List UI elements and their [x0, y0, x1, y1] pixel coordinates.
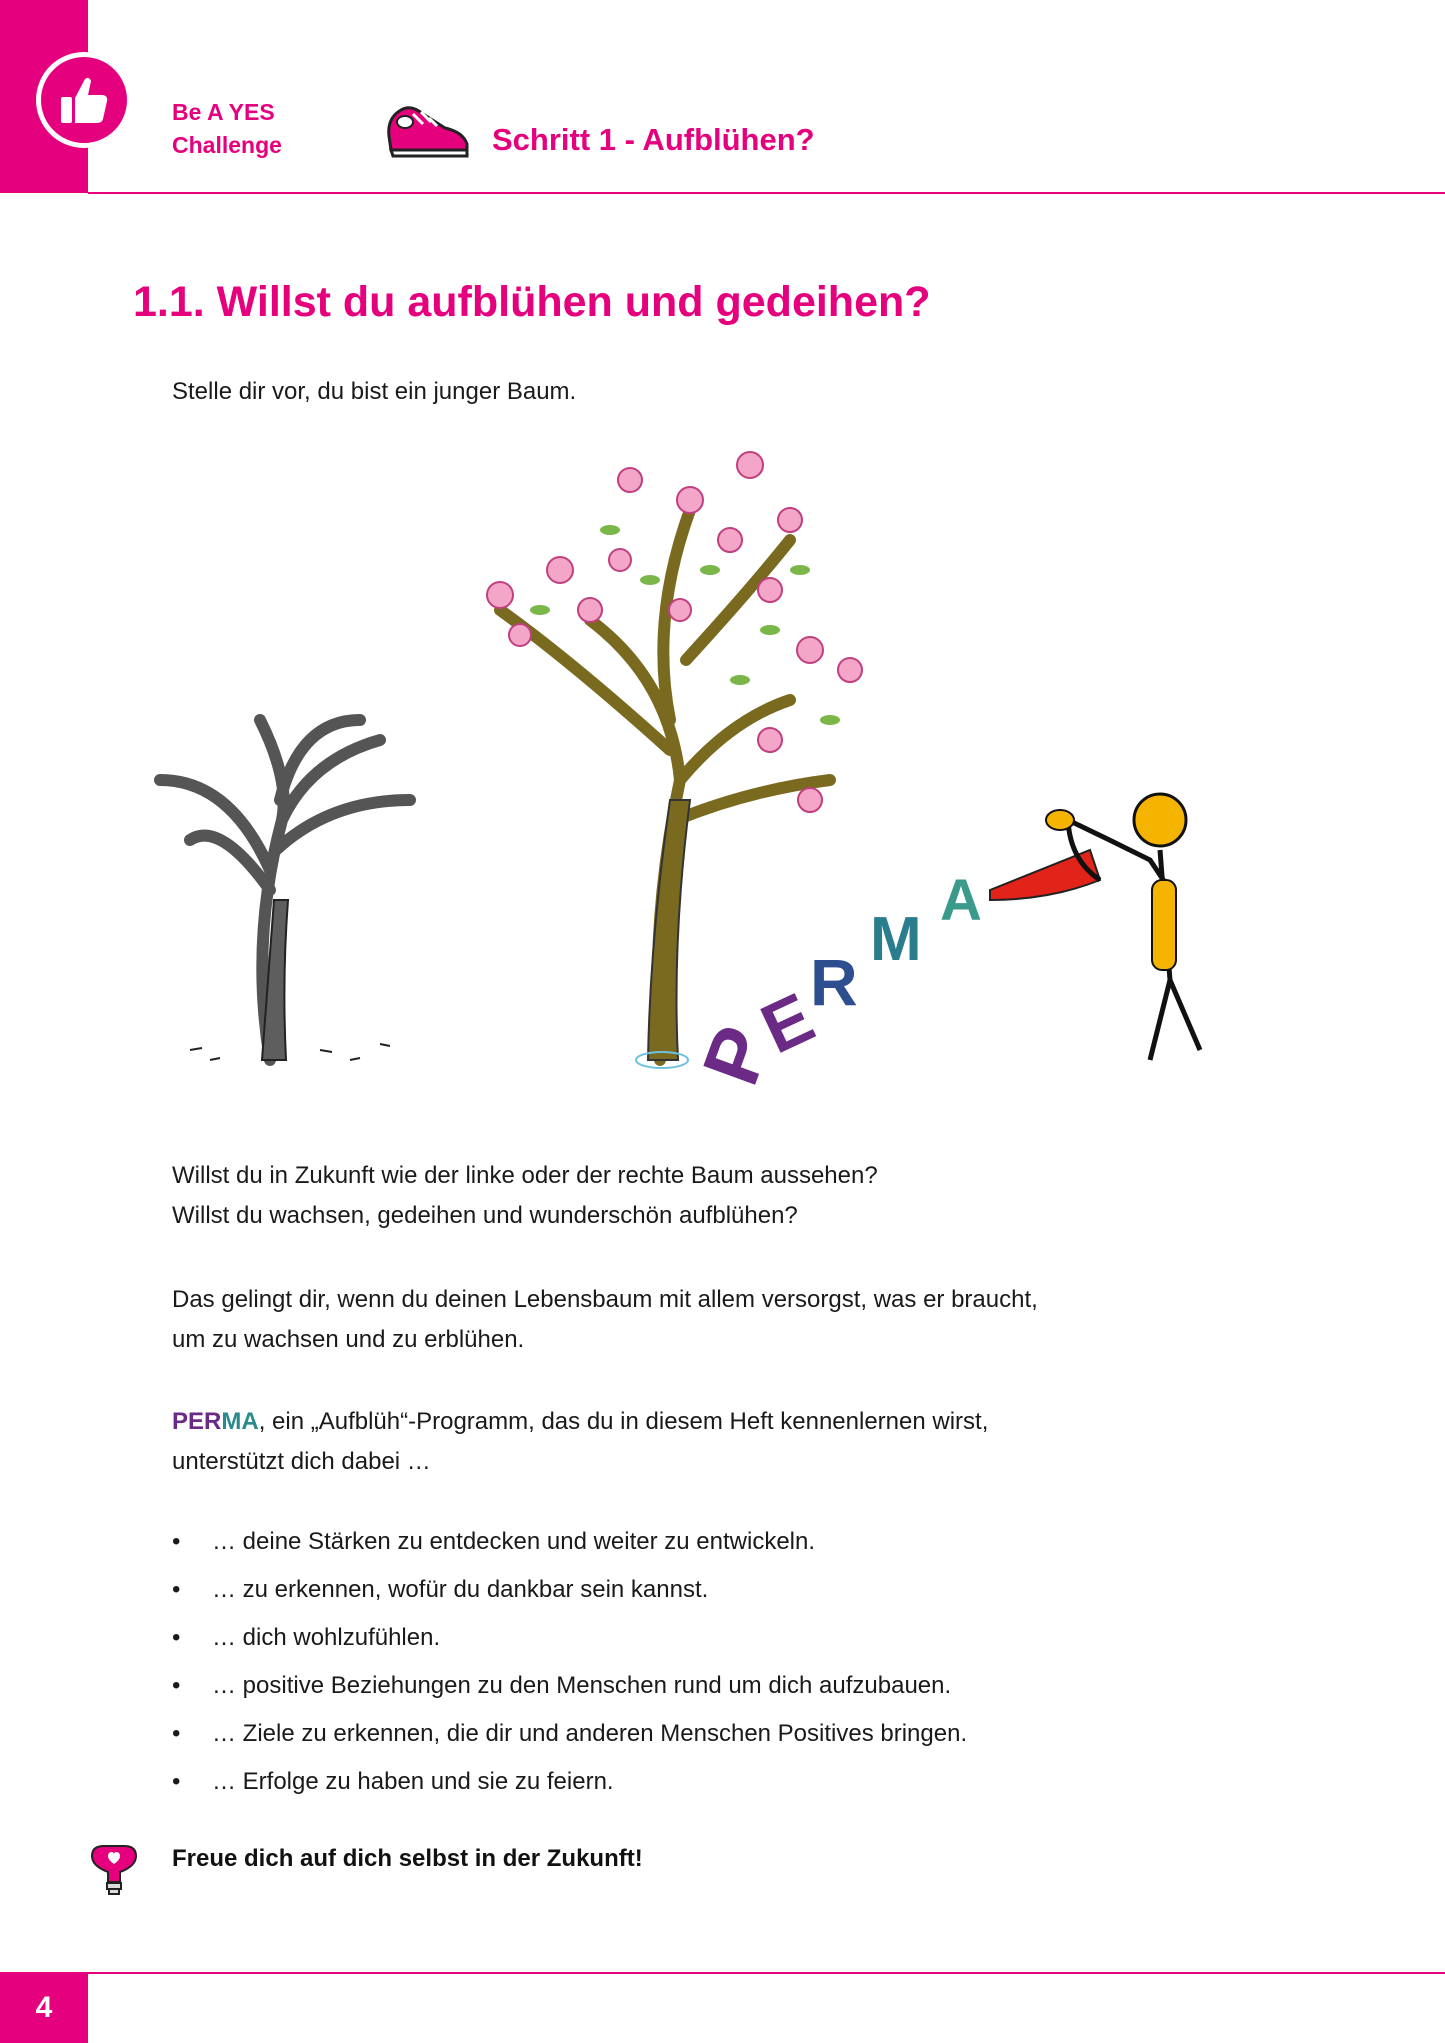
- perma-keyword-per: PER: [172, 1408, 222, 1435]
- list-item: • … Erfolge zu haben und sie zu feiern.: [172, 1758, 967, 1806]
- paragraph-1-line-1: Das gelingt dir, wenn du deinen Lebensbaum mit allem versorgst, was er braucht,: [172, 1286, 1038, 1313]
- header-divider: [88, 192, 1445, 194]
- perma-letters: [686, 868, 982, 1096]
- list-item: • … deine Stärken zu entdecken und weiter zu entwickeln.: [172, 1518, 967, 1566]
- benefit-list: [172, 1518, 967, 1806]
- thumbs-up-icon: [55, 71, 113, 129]
- list-item: • … dich wohlzufühlen.: [172, 1614, 967, 1662]
- paragraph-2-line-2: unterstützt dich dabei …: [172, 1448, 431, 1475]
- question-2: Willst du wachsen, gedeihen und wunderschön aufblühen?: [172, 1202, 798, 1229]
- question-1: Willst du in Zukunft wie der linke oder der rechte Baum aussehen?: [172, 1162, 878, 1189]
- stick-figure-with-watering-can: [990, 794, 1200, 1060]
- perma-letter-p: P: [685, 1014, 788, 1096]
- list-item: • … zu erkennen, wofür du dankbar sein kannst.: [172, 1566, 967, 1614]
- brand-line-2: Challenge: [172, 132, 282, 158]
- logo: [36, 52, 132, 148]
- intro-text: Stelle dir vor, du bist ein junger Baum.: [172, 378, 577, 405]
- lightbulb-heart-icon: [84, 1842, 144, 1898]
- page-number: 4: [35, 1991, 53, 2024]
- perma-letter-m: M: [870, 905, 922, 974]
- brand-name: [172, 96, 282, 162]
- paragraph-2-line-1: [172, 1402, 988, 1442]
- brand-line-1: Be A YES: [172, 99, 275, 125]
- sneaker-icon: [383, 92, 475, 162]
- list-item: • … positive Beziehungen zu den Menschen rund um dich aufzubauen.: [172, 1662, 967, 1710]
- step-title: Schritt 1 - Aufblühen?: [492, 122, 815, 157]
- list-item: • … Ziele zu erkennen, die dir und anderen Menschen Positives bringen.: [172, 1710, 967, 1758]
- blooming-tree: [487, 452, 862, 1068]
- section-title: 1.1. Willst du aufblühen und gedeihen?: [133, 278, 931, 326]
- bare-tree: [160, 720, 410, 1060]
- perma-letter-a: A: [940, 868, 982, 933]
- trees-illustration: [150, 420, 1270, 1100]
- footer-divider: [88, 1972, 1445, 1974]
- closing-statement: Freue dich auf dich selbst in der Zukunft!: [172, 1845, 643, 1872]
- perma-keyword-ma: MA: [221, 1408, 259, 1435]
- perma-letter-e: E: [749, 977, 826, 1069]
- paragraph-1-line-2: um zu wachsen und zu erblühen.: [172, 1326, 525, 1353]
- perma-letter-r: R: [810, 945, 858, 1019]
- paragraph-2-line-1-rest: , ein „Aufblüh“-Programm, das du in diesem Heft kennenlernen wirst,: [258, 1408, 989, 1435]
